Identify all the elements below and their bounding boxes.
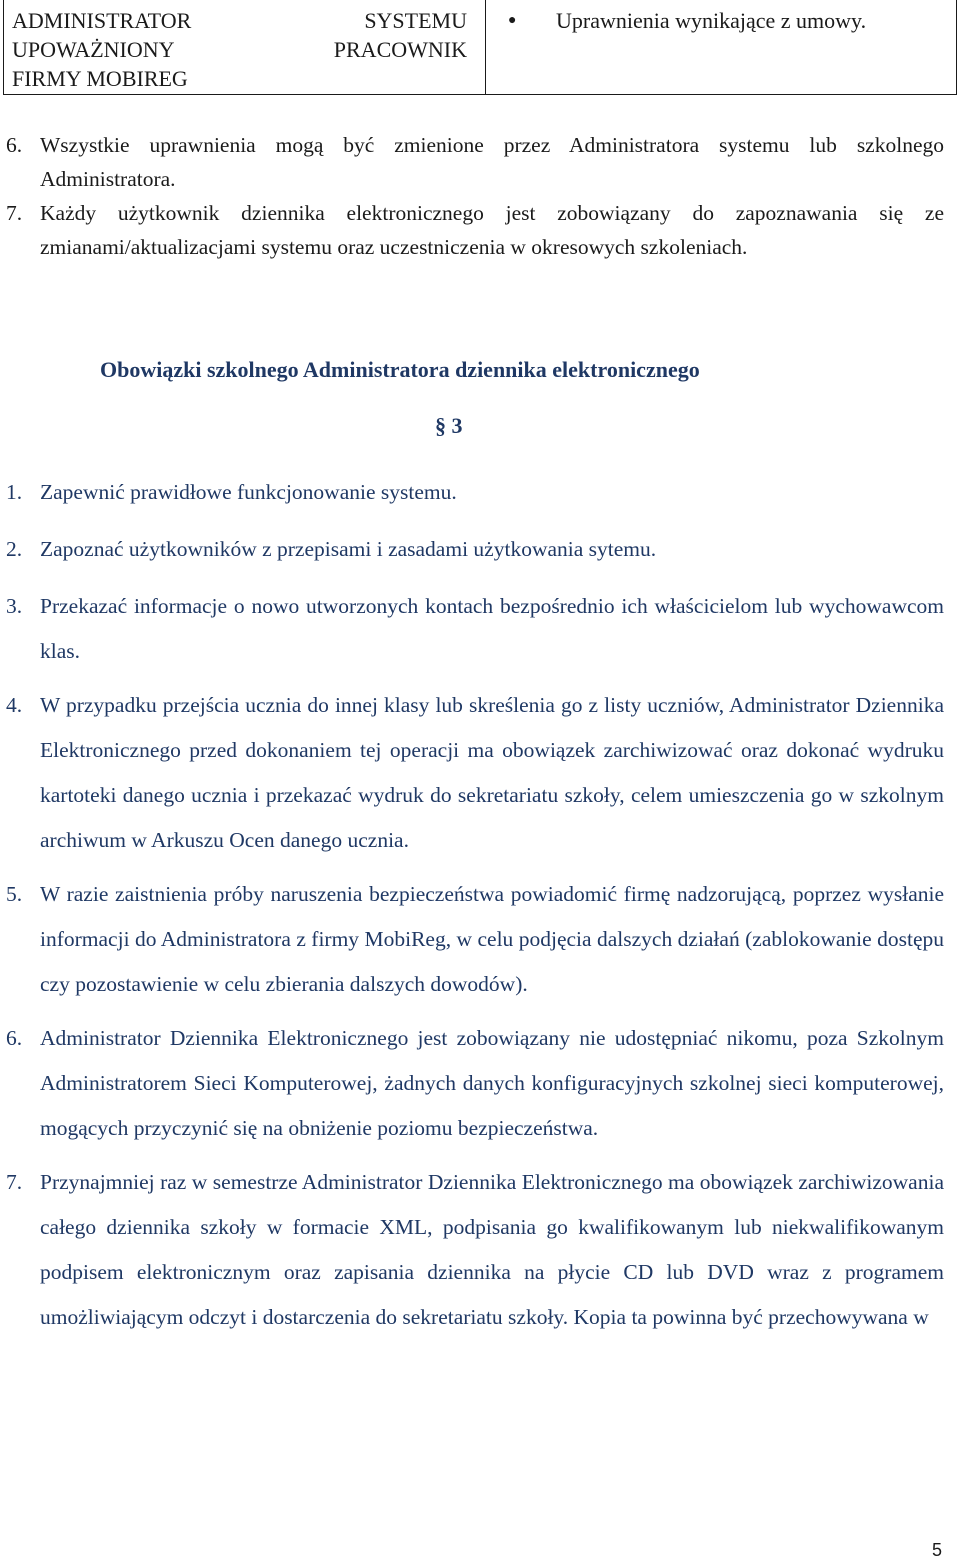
- role-cell: [4, 0, 486, 94]
- role-right: SYSTEMU: [364, 8, 467, 33]
- item-text: Zapoznać użytkowników z przepisami i zasadami użytkowania sytemu.: [40, 537, 657, 561]
- item-number: 6.: [6, 133, 23, 157]
- role-right: PRACOWNIK: [333, 37, 467, 62]
- item-number: 2.: [6, 537, 23, 561]
- permissions-table-row: [3, 0, 957, 95]
- list-item: [0, 527, 944, 572]
- item-text: Wszystkie uprawnienia mogą być zmienione przez Administratora systemu lub szkolnego Administratora.: [40, 133, 944, 191]
- list-item: [0, 872, 944, 1007]
- list-item: [0, 470, 944, 515]
- item-text: Zapewnić prawidłowe funkcjonowanie systemu.: [40, 480, 457, 504]
- role-left: UPOWAŻNIONY: [12, 37, 175, 62]
- section-heading: Obowiązki szkolnego Administratora dziennika elektronicznego: [100, 357, 700, 382]
- role-line: [12, 6, 485, 35]
- list-item: [0, 196, 944, 264]
- item-number: 1.: [6, 480, 23, 504]
- role-line: [12, 35, 485, 64]
- role-left: ADMINISTRATOR: [12, 8, 192, 33]
- list-item: [0, 128, 944, 196]
- item-text: W razie zaistnienia próby naruszenia bezpieczeństwa powiadomić firmę nadzorującą, poprzez wysłanie informacji do Administratora z firmy MobiReg, w celu podjęcia dalszych działań (zablokowanie dostępu czy pozostawienie w celu zbierania dalszych dowodów).: [40, 882, 944, 996]
- item-text: Administrator Dziennika Elektronicznego jest zobowiązany nie udostępniać nikomu, poza Szkolnym Administratorem Sieci Komputerowej, żadnych danych konfiguracyjnych szkolnej sieci komputerowej, mogących przyczynić się na obniżenie poziomu bezpieczeństwa.: [40, 1026, 944, 1140]
- item-text: Przynajmniej raz w semestrze Administrator Dziennika Elektronicznego ma obowiązek zarchiwizowania całego dziennika szkoły w formacie XML, podpisania go kwalifikowanym lub niekwalifikowanym podpisem elektronicznym oraz zapisania dziennika na płycie CD lub DVD wraz z programem umożliwiającym odczyt i dostarczenia do sekretariatu szkoły. Kopia ta powinna być przechowywana w: [40, 1170, 944, 1329]
- item-number: 4.: [6, 693, 23, 717]
- item-text: Przekazać informacje o nowo utworzonych kontach bezpośrednio ich właścicielom lub wychowawcom klas.: [40, 594, 944, 663]
- item-text: Każdy użytkownik dziennika elektronicznego jest zobowiązany do zapoznawania się ze zmianami/aktualizacjami systemu oraz uczestniczenia w okresowych szkoleniach.: [40, 201, 944, 259]
- bullet-item: [508, 6, 956, 35]
- item-number: 3.: [6, 594, 23, 618]
- list-item: [0, 584, 944, 674]
- bullet-icon: ●: [508, 13, 517, 28]
- list-item: [0, 683, 944, 863]
- role-left: FIRMY MOBIREG: [12, 66, 188, 91]
- item-number: 7.: [6, 201, 23, 225]
- item-number: 6.: [6, 1026, 23, 1050]
- role-line: [12, 64, 485, 93]
- item-number: 7.: [6, 1170, 23, 1194]
- list-item: [0, 1016, 944, 1151]
- permissions-cell: [486, 0, 956, 94]
- duties-list: [0, 470, 944, 1349]
- page-number: 5: [931, 1540, 942, 1560]
- item-text: W przypadku przejścia ucznia do innej klasy lub skreślenia go z listy uczniów, Administrator Dziennika Elektronicznego przed dokonaniem tej operacji ma obowiązek zarchiwizować oraz dokonać wydruku kartoteki danego ucznia i przekazać wydruk do sekretariatu szkoły, celem umieszczenia go w szkolnym archiwum w Arkuszu Ocen danego ucznia.: [40, 693, 944, 852]
- list-item: [0, 1160, 944, 1340]
- section-mark: § 3: [435, 413, 463, 438]
- intro-list: [0, 128, 944, 264]
- item-number: 5.: [6, 882, 23, 906]
- bullet-text: Uprawnienia wynikające z umowy.: [556, 8, 867, 33]
